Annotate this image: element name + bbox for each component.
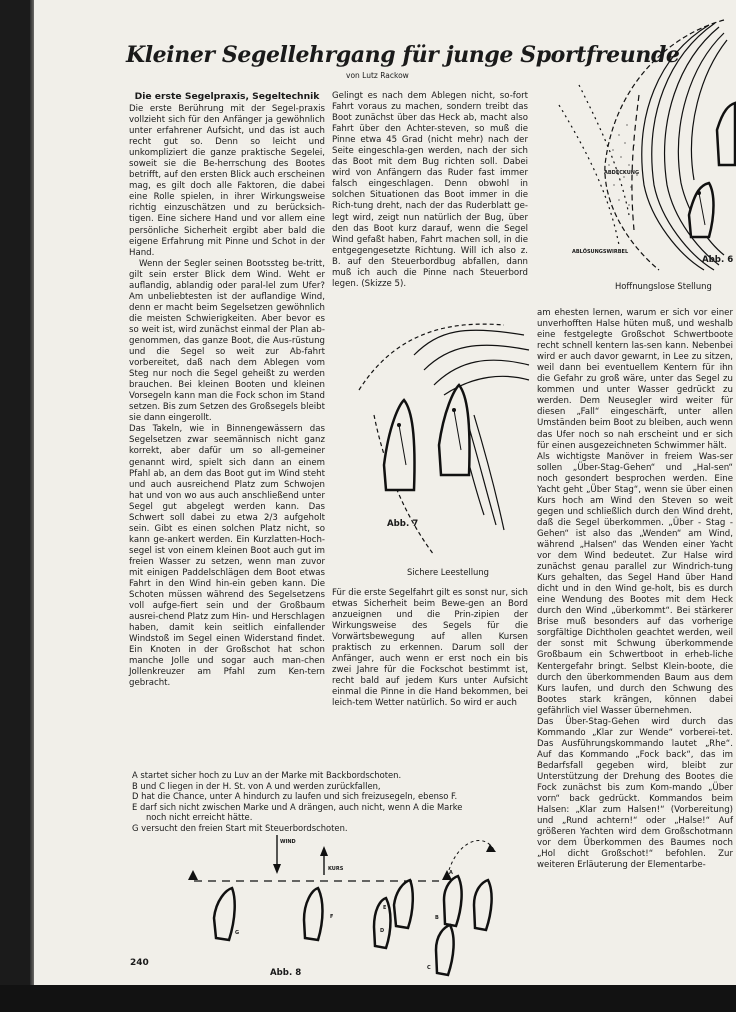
paragraph: Die erste Berührung mit der Segel-praxis vollzieht sich für den Anfänger ja gewöhnlich unter erfahrener Aufsicht, und das ist auch recht gut so. Denn so leicht und unkompliziert die ganze praktische Segelei, soweit sie die Be-herrschung des Bootes betrifft, auf den ersten Blick auch erscheinen mag, es gilt doch alle Faktoren, die dabei eine Rolle spielen, in ihrer Wirkungsweise richtig einzuschätzen und zu berücksich-tigen. Eine sichere Hand und vor allem eine persönliche Sicherheit ergibt aber bald die eigene Erfahrung mit Pinne und Schot in der Hand.: [129, 104, 325, 258]
scan-bottom-edge: [0, 985, 736, 1012]
boat-label-f: F: [330, 914, 334, 920]
paragraph: Wenn der Segler seinen Bootssteg be-tritt, gilt sein erster Blick dem Wind. Weht er auflandig, ablandig oder paral-lel zum Ufer? Am unbeliebtesten ist der auflandige Wind, denn er macht beim Segelsetzen gewöhnlich die meisten Schwierigkeiten. Aber bevor es so weit ist, wird zunächst einmal der Plan ab-genommen, das ganze Boot, die Aus-rüstung und die Segel so weit zur Ab-fahrt vorbereitet, daß nach dem Ablegen vom Steg nur noch die Segel geheißt zu werden brauchen. Bei kleinen Booten und kleinen Vorsegeln kann man die Fock schon im Stand setzen. Bis zum Setzen des Großsegels bleibt sie dann eingerollt.: [129, 258, 325, 424]
legend-line: noch nicht erreicht hätte.: [146, 812, 253, 823]
figure-label-abb8: Abb. 8: [270, 968, 302, 978]
label-abdeckung: ABDECKUNG: [604, 170, 640, 176]
label-wind: WIND: [280, 839, 296, 845]
page-number: 240: [130, 958, 149, 968]
boat-label-e: E: [383, 905, 387, 911]
legend-line: G versucht den freien Start mit Steuerbordschoten.: [132, 822, 348, 833]
paragraph: Das Über-Stag-Gehen wird durch das Kommando „Klar zur Wende“ vorberei-tet. Das Ausführungskommando lautet „Rhe“. Auf das Kommando „Fock back“, das im Bedarfsfall gegeben wird, bleibt zur Unterstützung der Drehung des Bootes die Fock zunächst bis zum Kom-mando „Über vorn“ back gedrückt. Kommandos beim Halsen: „Klar zum Halsen!“ (Vorbereitung) und „Rund achtern!“ oder „Halse!“ Auf größeren Yachten wird dem Großschotmann vor dem Überkommen des Baumes noch „Hol dicht Großschot!“ befohlen. Zur weiteren Erläuterung der Elementarbe-: [537, 716, 733, 871]
paragraph: Für die erste Segelfahrt gilt es sonst nur, sich etwas Sicherheit beim Bewe-gen an Bord anzueignen und die Prin-zipien der Wirkungsweise des Segels für die Vorwärtsbewegung auf allen Kursen praktisch zu erkennen. Darum soll der Anfänger, auch wenn er erst noch ein bis zwei Jahre für die Fockschot bestimmt ist, recht bald auf jedem Kurs unter Aufsicht einmal die Pinne in die Hand bekommen, bei leich-tem Wetter natürlich. So wird er auch: [332, 588, 528, 709]
figure-label-abb7: Abb. 7: [387, 519, 419, 529]
boat-label-c: C: [427, 965, 431, 971]
paragraph: Gelingt es nach dem Ablegen nicht, so-fort Fahrt voraus zu machen, sondern treibt das Boot zunächst über das Heck ab, macht also Fahrt über den Achter-steven, so muß die Pinne etwa 45 Grad (nicht mehr) nach der Seite eingeschla-gen werden, nach der sich das Boot mit dem Bug richten soll. Dabei wird von Anfängern das Ruder fast immer falsch eingeschlagen. Denn obwohl in solchen Situationen das Boot immer in die Rich-tung dreht, nach der das Ruderblatt ge-legt wird, zeigt nun natürlich der Bug, über den das Boot kurz darauf, wenn die Segel Wind gefaßt haben, Fahrt machen soll, in die entgegengesetzte Richtung. Will ich also z. B. auf den Steuerbordbug abfallen, dann muß ich auch die Pinne nach Steuerbord legen. (Skizze 5).: [332, 91, 528, 289]
figure-abb6: [519, 15, 736, 280]
article-byline: von Lutz Rackow: [346, 71, 409, 80]
legend-line: A startet sicher hoch zu Luv an der Marke mit Backbordschoten.: [132, 770, 402, 780]
label-abloesungswirbel: ABLÖSUNGSWIRBEL: [572, 249, 629, 255]
boat-label-d: D: [380, 928, 385, 934]
paragraph: Als wichtigste Manöver in freiem Was-ser sollen „Über-Stag-Gehen“ und „Hal-sen“ noch gesondert besprochen werden. Eine Yacht geht „Über Stag“, wenn sie über einen Kurs hoch am Wind den Steven so weit gegen und schließlich durch den Wind dreht, daß die Segel überkommen. „Über - Stag - Gehen“ ist also das „Wenden“ am Wind, während „Halsen“ das Wenden einer Yacht vor dem Wind bedeutet. Zur Halse wird zunächst genau parallel zur Windrich-tung Kurs gehalten, das Segel Hand über Hand dicht und in den Wind ge-holt, bis es durch eine Wendung des Bootes mit dem Heck durch den Wind „überkommt“. Bei stärkerer Brise muß besonders auf das vorherige sorgfältige Dichtholen geachtet werden, weil der sonst mit Schwung überkommende Großbaum ein Schwertboot in erheb-liche Kentergefahr bringt. Selbst Klein-boote, die durch den überkommenden Baum aus dem Kurs laufen, und durch den Schwung des Bootes stark krängen, können dabei gefährlich viel Wasser übernehmen.: [537, 451, 733, 716]
section-heading: Die erste Segelpraxis, Segeltechnik: [134, 91, 320, 102]
figure-caption-abb6: Hoffnungslose Stellung: [615, 281, 712, 291]
legend-line: E darf sich nicht zwischen Marke und A drängen, auch nicht, wenn A die Marke: [132, 801, 463, 812]
legend-line: B und C liegen in der H. St. von A und werden zurückfallen,: [132, 780, 381, 791]
figure-abb8: [174, 830, 524, 980]
text-column-1: [129, 91, 325, 689]
boat-label-b: B: [435, 915, 439, 921]
figure-caption-abb7: Sichere Leestellung: [407, 567, 489, 577]
paragraph: am ehesten lernen, warum er sich vor einer unverhofften Halse hüten muß, und weshalb eine festgelegte Großschot Schwertboote recht schnell kentern las-sen kann. Nebenbei wird er auch davor gewarnt, in Lee zu sitzen, weil dann bei eventuellem Kentern für ihn die Gefahr zu groß wäre, unter das Segel zu kommen und unter Wasser gedrückt zu werden. Dem Neusegler wird weiter für diesen „Fall“ eingeschärft, unter allen Umständen beim Boot zu bleiben, auch wenn das Ufer noch so nah erscheint und er sich für einen ausgezeichneten Schwimmer hält.: [537, 308, 733, 451]
figure-label-abb6: Abb. 6: [702, 255, 734, 265]
article-title: Kleiner Segellehrgang für junge Sportfreunde: [126, 42, 680, 68]
label-kurs: KURS: [328, 866, 344, 872]
magazine-page: [34, 0, 736, 1012]
figure-legend-abb8: [132, 770, 572, 834]
boat-label-g: G: [235, 930, 240, 936]
paragraph: Das Takeln, wie in Binnengewässern das Segelsetzen zwar seemännisch nicht ganz korrekt, aber dafür um so all-gemeiner genannt wird, spielt sich dann an einem Pfahl ab, an dem das Boot gut im Wind steht und auch ausreichend Platz zum Schwojen hat und von wo aus auch anschließend unter Segel gut abgelegt werden kann. Das Schwert soll dabei zu etwa 2/3 aufgeholt sein. Gibt es einen solchen Platz nicht, so kann ge-ankert werden. Ein Kurzlatten-Hoch-segel ist von einem kleinen Boot auch gut im freien Wasser zu setzen, wenn man zuvor mit einigen Paddelschlägen dem Boot etwas Fahrt in den Wind hin-ein geben kann. Die Schoten müssen während des Segelsetzens voll aufge-fiert sein und der Großbaum ausrei-chend Platz zum Hin- und Herschlagen haben, damit kein seitlich einfallender Windstoß im Segel einen Widerstand findet. Ein Knoten in der Großschot hat schon manche Jolle und sogar auch man-chen Jollenkreuzer am Pfahl zum Ken-tern gebracht.: [129, 424, 325, 689]
boat-label-a: A: [449, 870, 453, 876]
figure-abb7: [354, 315, 529, 565]
text-column-2-top: [332, 91, 528, 290]
text-column-2-bottom: [332, 588, 528, 710]
legend-line: D hat die Chance, unter A hindurch zu laufen und sich freizusegeln, ebenso F.: [132, 791, 458, 802]
